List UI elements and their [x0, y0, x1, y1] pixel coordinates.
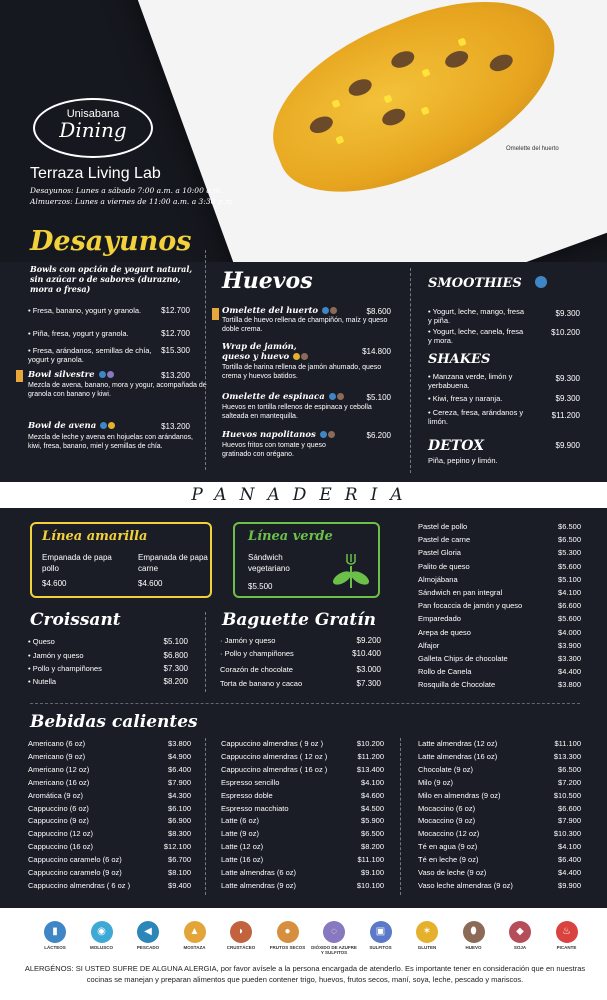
- allergen-item: [265, 921, 311, 950]
- badge-icon: [16, 370, 23, 382]
- price: $4.100: [558, 842, 581, 852]
- header: [0, 0, 607, 262]
- list-item: • Fresa, arándanos, semillas de chía, yogurt y granola.: [28, 346, 152, 364]
- price: $13.400: [356, 764, 384, 774]
- price: $5.300: [558, 548, 581, 558]
- price: $10.500: [553, 790, 581, 800]
- allergens-panel: [0, 908, 607, 1000]
- allergen-icon: ▣: [370, 921, 392, 943]
- price: $9.300: [555, 309, 580, 318]
- list-item: Vaso de leche (9 oz): [418, 868, 487, 877]
- leaf-icon: [330, 548, 372, 590]
- list-item: · Pollo y champiñones: [220, 649, 294, 658]
- croissant-title: Croissant: [30, 610, 121, 630]
- allergen-label: HUEVO: [465, 945, 482, 950]
- list-item: Sándwich en pan integral: [418, 588, 503, 597]
- price: $13.300: [553, 751, 581, 761]
- allergen-item: [79, 921, 125, 950]
- price: $11.100: [554, 739, 581, 748]
- list-item: Latte (12 oz): [221, 842, 264, 852]
- price: $6.800: [163, 651, 188, 660]
- allergen-label: MOLUSCO: [90, 945, 113, 950]
- price: $6.700: [168, 855, 191, 865]
- list-item: Chocolate (9 oz): [418, 764, 474, 774]
- list-item: Pastel Gloria: [418, 548, 461, 558]
- baguette-title: Baguette Gratín: [222, 610, 377, 630]
- list-item: · Jamón y queso: [220, 636, 276, 645]
- list-item: • Yogurt, leche, canela, fresa y mora.: [428, 327, 524, 345]
- price: $12.700: [161, 329, 190, 338]
- price: $6.600: [558, 601, 581, 611]
- price: $7.900: [168, 777, 191, 787]
- list-item: • Cereza, fresa, arándanos y limón.: [428, 408, 524, 426]
- allergen-label: FRUTOS SECOS: [269, 945, 306, 950]
- price: $5.900: [361, 816, 384, 826]
- list-item: Emparedado: [418, 614, 461, 624]
- brand-line2: Dining: [59, 118, 127, 142]
- price: $7.300: [163, 664, 188, 673]
- hours-breakfast: Desayunos: Lunes a sábado 7:00 a.m. a 10:00 a.m.: [30, 186, 223, 195]
- allergen-label: PESCADO: [136, 945, 160, 950]
- allergen-label: CRUSTÁCEO: [226, 945, 256, 950]
- list-item: Arepa de queso: [418, 627, 471, 637]
- allergen-icon: ◌: [323, 921, 345, 943]
- price: $8.200: [361, 842, 384, 852]
- allergen-item: [497, 921, 543, 950]
- price: $4.100: [558, 588, 581, 597]
- list-item: Cappuccino almendras ( 6 oz ): [28, 880, 131, 890]
- price: $10.200: [551, 328, 580, 337]
- price: $11.100: [357, 855, 384, 865]
- allergen-icon: ▲: [184, 921, 206, 943]
- bowl-silvestre-desc: Mezcla de avena, banano, mora y yogur, acompañada de granola con banano y kiwi.: [28, 382, 207, 398]
- hours-lunch: Almuerzos: Lunes a viernes de 11:00 a.m. a 3:30 p.m.: [30, 197, 235, 206]
- detox-title: DETOX: [428, 438, 485, 454]
- huevos-item-desc: Tortilla de harina rellena de jamón ahumado, queso crema y huevos batidos.: [222, 364, 382, 380]
- price: $5.100: [163, 637, 188, 646]
- price: $12.700: [161, 306, 190, 315]
- price: $6.500: [361, 829, 384, 839]
- price: $3.800: [168, 739, 191, 748]
- price: $9.300: [555, 394, 580, 403]
- list-item: Cappuccino almendras ( 12 oz ): [221, 751, 328, 761]
- list-item: Espresso doble: [221, 790, 273, 800]
- price: $6.400: [558, 855, 581, 865]
- huevos-item-desc: Tortilla de huevo rellena de champiñón, maíz y queso doble crema.: [222, 317, 388, 333]
- list-item: Aromática (9 oz): [28, 790, 84, 800]
- list-item: Té en leche (9 oz): [418, 855, 479, 865]
- price: $4.000: [558, 627, 581, 637]
- list-item: Americano (9 oz): [28, 751, 86, 761]
- price: $12.100: [163, 842, 191, 852]
- price: $4.900: [168, 751, 191, 761]
- price: $4.600: [138, 579, 163, 588]
- price: $10.200: [356, 739, 384, 748]
- list-item: Mocaccino (12 oz): [418, 829, 480, 839]
- photo-caption: Omelette del huerto: [506, 146, 559, 152]
- list-item: Empanada de papa carne: [138, 553, 208, 573]
- list-item: Espresso macchiato: [221, 803, 289, 813]
- price: $4.400: [558, 868, 581, 877]
- price: $11.200: [551, 411, 580, 420]
- list-item: • Yogurt, leche, mango, fresa y piña.: [428, 307, 525, 325]
- price: $9.300: [555, 374, 580, 383]
- list-item: Cappuccino (16 oz): [28, 842, 94, 852]
- price: $6.200: [366, 431, 391, 440]
- list-item: • Nutella: [28, 677, 57, 686]
- list-item: Galleta Chips de chocolate: [418, 654, 508, 663]
- price: $6.900: [168, 816, 191, 826]
- list-item: Mocaccino (6 oz): [418, 803, 476, 813]
- list-item: Pan focaccia de jamón y queso: [418, 601, 523, 611]
- price: $6.600: [558, 803, 581, 813]
- price: $7.200: [558, 777, 581, 787]
- list-item: Rollo de Canela: [418, 667, 472, 677]
- desayunos-intro: Bowls con opción de yogurt natural, sin azúcar o de sabores (durazno, mora o fresa): [30, 264, 193, 294]
- price: $8.300: [168, 829, 191, 839]
- price: $6.500: [558, 522, 581, 531]
- price: $4.300: [168, 790, 191, 800]
- allergen-icon: ⬮: [463, 921, 485, 943]
- allergen-item: [218, 921, 264, 950]
- allergen-item: [358, 921, 404, 950]
- price: $9.900: [558, 880, 581, 890]
- allergen-icon: ◀: [137, 921, 159, 943]
- list-item: Espresso sencillo: [221, 777, 280, 787]
- allergen-label: LÁCTEOS: [44, 945, 66, 950]
- allergen-icon: ◆: [509, 921, 531, 943]
- huevos-item-name: Huevos napolitanos: [222, 430, 372, 440]
- list-item: • Pollo y champiñones: [28, 664, 102, 673]
- list-item: Pastel de pollo: [418, 522, 468, 531]
- list-item: Milo (9 oz): [418, 777, 454, 787]
- price: $7.300: [356, 679, 381, 688]
- list-item: Pastel de carne: [418, 535, 471, 545]
- price: $5.100: [558, 574, 581, 584]
- allergen-icon: ●: [277, 921, 299, 943]
- allergen-item: [451, 921, 497, 950]
- linea-verde-title: Línea verde: [248, 529, 333, 544]
- list-item: Latte almendras (16 oz): [418, 751, 498, 761]
- badge-icon: [212, 308, 219, 320]
- shakes-title: SHAKES: [428, 352, 491, 367]
- list-item: Latte almendras (12 oz): [418, 739, 498, 748]
- divider: [205, 612, 206, 692]
- allergen-item: [32, 921, 78, 950]
- divider: [30, 703, 580, 704]
- huevos-item-desc: Huevos fritos con tomate y queso gratinado con orégano.: [222, 442, 326, 458]
- price: $5.500: [248, 582, 273, 591]
- list-item: Alfajor: [418, 640, 440, 650]
- allergen-item: [172, 921, 218, 950]
- allergen-item: [125, 921, 171, 950]
- price: $6.100: [168, 803, 191, 813]
- list-item: • Fresa, banano, yogurt y granola.: [28, 306, 142, 315]
- allergen-label: PICANTE: [556, 945, 577, 950]
- bebidas-title: Bebidas calientes: [30, 712, 198, 732]
- list-item: • Jamón y queso: [28, 651, 84, 660]
- price: $8.600: [366, 307, 391, 316]
- price: $5.600: [558, 561, 581, 571]
- brand-line1: Unisabana: [66, 108, 120, 120]
- price: $4.500: [361, 803, 384, 813]
- list-item: • Manzana verde, limón y yerbabuena.: [428, 372, 513, 390]
- price: $13.200: [161, 371, 190, 380]
- price: $3.300: [558, 654, 581, 663]
- list-item: Americano (6 oz): [28, 739, 86, 748]
- list-item: Vaso leche almendras (9 oz): [418, 880, 513, 890]
- bowl-avena-name: Bowl de avena: [28, 421, 115, 431]
- divider: [400, 738, 401, 895]
- price: $4.600: [361, 790, 384, 800]
- price: $15.300: [161, 346, 190, 355]
- allergen-label: SOJA: [513, 945, 527, 950]
- bowl-silvestre-name: Bowl silvestre: [28, 370, 114, 380]
- price: $14.800: [362, 347, 391, 356]
- allergen-item: [404, 921, 450, 950]
- price: $9.400: [168, 880, 191, 890]
- price: $10.100: [356, 880, 384, 890]
- list-item: Corazón de chocolate: [220, 665, 293, 674]
- list-item: Cappuccino almendras ( 9 oz ): [221, 739, 324, 748]
- allergen-icon: ✶: [416, 921, 438, 943]
- list-item: • Piña, fresa, yogurt y granola.: [28, 329, 129, 338]
- venue-name: Terraza Living Lab: [30, 165, 161, 182]
- price: $3.000: [356, 665, 381, 674]
- price: $10.400: [352, 649, 381, 658]
- price: $9.900: [555, 441, 580, 450]
- list-item: Cappuccino caramelo (9 oz): [28, 868, 122, 877]
- list-item: Americano (12 oz): [28, 764, 90, 774]
- allergen-icon: ▮: [44, 921, 66, 943]
- price: $10.300: [553, 829, 581, 839]
- huevos-item-desc: Huevos en tortilla rellenos de espinaca y cebolla salteada en mantequilla.: [222, 404, 372, 420]
- price: $6.500: [558, 764, 581, 774]
- list-item: Torta de banano y cacao: [220, 679, 303, 688]
- price: $3.900: [558, 640, 581, 650]
- list-item: Rosquilla de Chocolate: [418, 680, 496, 690]
- panaderia-band: [0, 482, 607, 508]
- list-item: Mocaccino (9 oz): [418, 816, 476, 826]
- price: $5.600: [558, 614, 581, 624]
- divider: [205, 738, 206, 895]
- allergen-icon: ◗: [230, 921, 252, 943]
- huevos-title: Huevos: [222, 268, 313, 294]
- price: $3.800: [558, 680, 581, 690]
- list-item: Palito de queso: [418, 561, 470, 571]
- allergen-item: [544, 921, 590, 950]
- allergen-icon: ◉: [91, 921, 113, 943]
- list-item: Cappuccino (12 oz): [28, 829, 94, 839]
- price: $8.100: [168, 868, 191, 877]
- list-item: • Kiwi, fresa y naranja.: [428, 394, 503, 403]
- list-item: Sándwich vegetariano: [248, 553, 290, 573]
- list-item: Cappuccino caramelo (6 oz): [28, 855, 122, 865]
- list-item: Cappuccino (9 oz): [28, 816, 89, 826]
- brand-logo: [33, 98, 153, 158]
- allergen-label: DIÓXIDO DE AZUFRE Y SULFITOS: [311, 945, 357, 955]
- desayunos-title: Desayunos: [30, 226, 192, 257]
- price: $11.200: [357, 751, 384, 761]
- allergen-label: MOSTAZA: [183, 945, 206, 950]
- huevos-item-name: Omelette de espinaca: [222, 392, 372, 402]
- bowl-avena-desc: Mezcla de leche y avena en hojuelas con arándanos, kiwi, fresa, banano, miel y semillas de chía.: [28, 434, 193, 450]
- price: $8.200: [163, 677, 188, 686]
- price: $13.200: [161, 422, 190, 431]
- allergens-note: ALERGÉNOS: SI USTED SUFRE DE ALGUNA ALERGIA, por favor avísele a la persona encargada de atenderlo. Es importante tener en consideración que en nuestras cocinas se manejan y preparan alimentos que pueden contener trigo, huevos, frutos secos, maní, soya, leche, pescado y mariscos.: [24, 964, 586, 984]
- price: $5.100: [366, 393, 391, 402]
- price: $4.400: [558, 667, 581, 677]
- smoothies-title: SMOOTHIES: [428, 276, 522, 291]
- list-item: Latte (16 oz): [221, 855, 264, 865]
- price: $6.500: [558, 535, 581, 545]
- list-item: Latte (6 oz): [221, 816, 259, 826]
- huevos-item-name: Omelette del huerto: [222, 306, 362, 316]
- panaderia-title: PANADERIA: [191, 485, 416, 505]
- allergen-label: SULFITOS: [369, 945, 392, 950]
- list-item: • Queso: [28, 637, 55, 646]
- list-item: Americano (16 oz): [28, 777, 90, 787]
- allergen-item: [311, 921, 357, 955]
- price: $4.100: [361, 777, 384, 787]
- divider: [410, 268, 411, 473]
- list-item: Cappuccino (6 oz): [28, 803, 89, 813]
- list-item: Té en agua (9 oz): [418, 842, 478, 852]
- detox-desc: Piña, pepino y limón.: [428, 456, 498, 465]
- price: $4.600: [42, 579, 67, 588]
- list-item: Milo en almendras (9 oz): [418, 790, 501, 800]
- linea-amarilla-title: Línea amarilla: [42, 529, 148, 544]
- price: $9.100: [361, 868, 384, 877]
- list-item: Cappuccino almendras ( 16 oz ): [221, 764, 328, 774]
- list-item: Almojábana: [418, 574, 458, 584]
- price: $9.200: [356, 636, 381, 645]
- allergen-icon: ♨: [556, 921, 578, 943]
- allergen-label: GLUTEN: [417, 945, 437, 950]
- list-item: Latte almendras (9 oz): [221, 880, 297, 890]
- price: $6.400: [168, 764, 191, 774]
- list-item: Empanada de papa pollo: [42, 553, 112, 573]
- list-item: Latte (9 oz): [221, 829, 259, 839]
- dairy-icon: [535, 276, 547, 288]
- price: $7.900: [558, 816, 581, 826]
- list-item: Latte almendras (6 oz): [221, 868, 297, 877]
- huevos-item-name: Wrap de jamón, queso y huevo: [222, 342, 322, 362]
- divider: [205, 250, 206, 470]
